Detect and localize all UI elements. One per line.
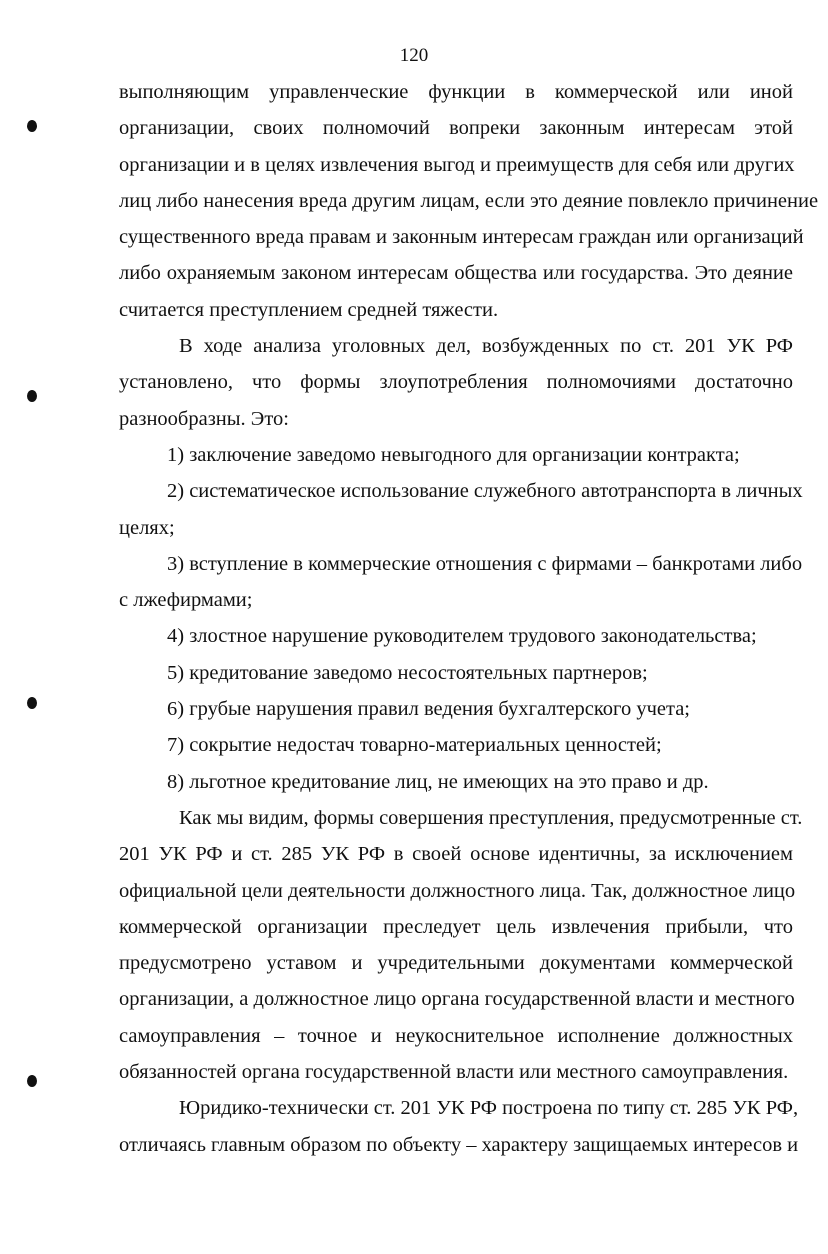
list-item: 7) сокрытие недостач товарно-материальных ценностей;: [167, 734, 662, 757]
text-line: коммерческой организации преследует цель извлечения прибыли, что: [119, 915, 793, 938]
text-line: лиц либо нанесения вреда другим лицам, если это деяние повлекло причинение: [119, 189, 819, 212]
text-line: либо охраняемым законом интересам общества или государства. Это деяние: [119, 262, 793, 285]
list-item: 3) вступление в коммерческие отношения с фирмами – банкротами либо: [167, 552, 803, 575]
text-line: организации и в целях извлечения выгод и преимуществ для себя или других: [119, 153, 795, 176]
list-item-continuation: с лжефирмами;: [119, 589, 253, 612]
text-line: выполняющим управленческие функции в коммерческой или иной: [119, 81, 793, 103]
binder-hole-mark: [27, 1075, 37, 1087]
text-line: разнообразны. Это:: [119, 407, 289, 430]
list-item: 8) льготное кредитование лиц, не имеющих на это право и др.: [167, 770, 709, 793]
text-line: отличаясь главным образом по объекту – характеру защищаемых интересов и: [119, 1133, 799, 1156]
text-line: предусмотрено уставом и учредительными документами коммерческой: [119, 952, 793, 975]
page-number: 120: [399, 45, 429, 66]
binder-hole-mark: [27, 697, 37, 709]
text-line: существенного вреда правам и законным интересам граждан или организаций: [119, 226, 804, 249]
text-line: 201 УК РФ и ст. 285 УК РФ в своей основе идентичны, за исключением: [119, 843, 793, 866]
text-line: установлено, что формы злоупотребления полномочиями достаточно: [119, 371, 793, 394]
list-item: 5) кредитование заведомо несостоятельных партнеров;: [167, 661, 648, 684]
text-line: организации, своих полномочий вопреки законным интересам этой: [119, 117, 793, 140]
document-body: [119, 74, 819, 1163]
list-item: 4) злостное нарушение руководителем трудового законодательства;: [167, 625, 757, 648]
text-line: организации, а должностное лицо органа государственной власти и местного: [119, 988, 795, 1011]
list-item-continuation: целях;: [119, 516, 175, 539]
binder-hole-mark: [27, 120, 37, 132]
binder-hole-mark: [27, 390, 37, 402]
text-line: обязанностей органа государственной власти или местного самоуправления.: [119, 1061, 789, 1084]
text-line: В ходе анализа уголовных дел, возбужденных по ст. 201 УК РФ: [179, 335, 793, 358]
text-line: самоуправления – точное и неукоснительное исполнение должностных: [119, 1024, 793, 1047]
text-line: считается преступлением средней тяжести.: [119, 298, 499, 321]
text-line: официальной цели деятельности должностного лица. Так, должностное лицо: [119, 879, 796, 902]
text-line: Как мы видим, формы совершения преступления, предусмотренные ст.: [179, 806, 803, 829]
list-item: 6) грубые нарушения правил ведения бухгалтерского учета;: [167, 698, 690, 721]
text-line: Юридико-технически ст. 201 УК РФ построена по типу ст. 285 УК РФ,: [179, 1097, 799, 1120]
list-item: 2) систематическое использование служебного автотранспорта в личных: [167, 480, 803, 503]
list-item: 1) заключение заведомо невыгодного для организации контракта;: [167, 443, 740, 466]
